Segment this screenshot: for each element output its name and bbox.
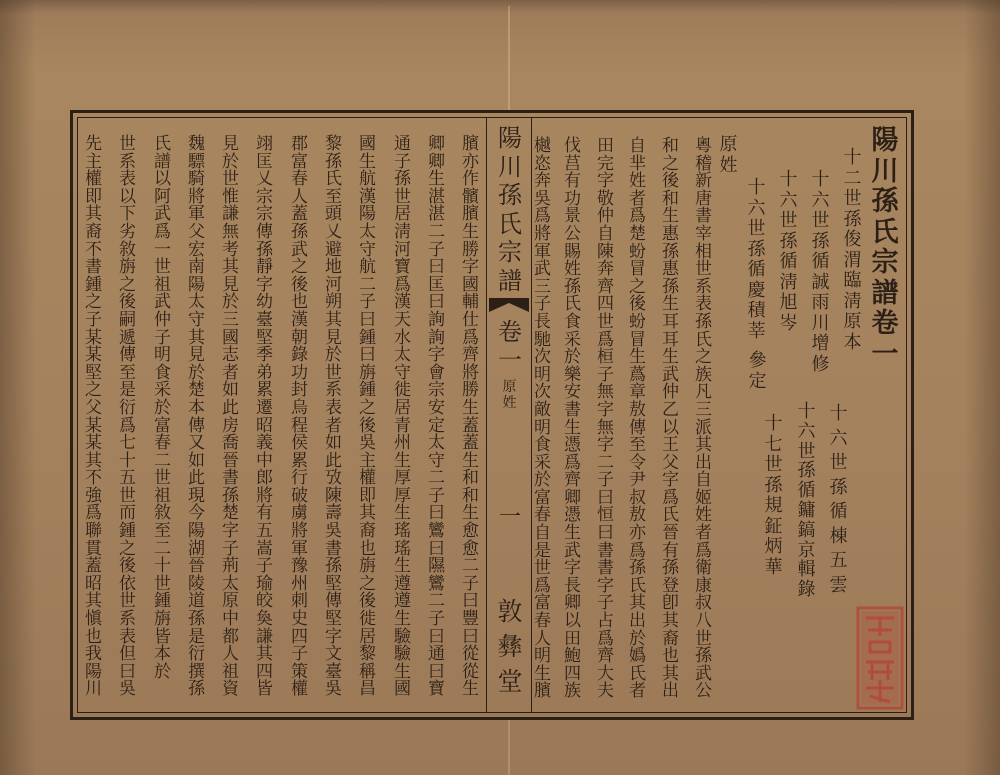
scan-edge-shadow-left xyxy=(0,0,36,775)
credit-line: 十六世孫循鏞鎬京輯錄 xyxy=(797,401,816,601)
right-page-text-column: 自芈姓者爲楚蚡冒之後蚡冒生蔿章敖傳至令尹叔敖亦爲孫氏其出於嬀氏者 xyxy=(629,136,646,702)
section-heading: 原姓 xyxy=(719,134,738,176)
left-page-text-column: 郡富春人蓋孫武之後也漢朝錄功封烏程侯累行破虜將軍豫州刺史四子策權 xyxy=(291,134,308,700)
left-page-text-column: 國生航漢陽太守航二子曰鍾曰旃鍾之後吳主權即其裔也旃之後徙居黎稱昌 xyxy=(359,134,376,700)
right-page-text-column: 田完字敬仲自陳奔齊四世爲桓子無字無字二子曰恒曰書書字子占爲齊大夫 xyxy=(597,136,614,702)
spine-section: 原姓 xyxy=(502,379,517,411)
credit-line: 十六世孫循棟五雲 xyxy=(829,403,848,596)
compiler-role-label: 參定 xyxy=(748,350,767,392)
right-page-text-column: 和之後和生惠孫惠孫生耳耳生武仲乙以王父字爲氏晉有孫登卽其裔也其出 xyxy=(662,136,679,702)
credit-line: 十二世孫俊渭臨淸原本 xyxy=(843,147,862,353)
spine-rule-left xyxy=(486,117,487,712)
scan-edge-shadow-right xyxy=(964,0,1000,775)
credit-line: 十七世孫規鉦炳華 xyxy=(764,413,783,578)
spine-volume: 卷一 xyxy=(498,318,522,374)
right-page-text-column: 伐莒有功景公賜姓孫氏食采於樂安書生憑爲齊卿憑生武字長卿以田鮑四族 xyxy=(564,136,581,702)
left-page-text-column: 臏亦作髕臏生勝字國輔仕爲齊將勝生蓋蓋生和和生愈愈二子曰豐曰從從生 xyxy=(462,134,479,700)
right-page-text-column: 樾恣奔吳爲將軍武三子長馳次明次敵明食采於富春自是世爲富春人明生臏 xyxy=(534,136,551,702)
center-fold-crease-bottom xyxy=(508,720,510,775)
left-page-text-column: 先主權即其裔不書鍾之子某某堅之父某某其不強爲聯貫蓋昭其愼也我陽川 xyxy=(85,134,102,700)
left-page-text-column: 氏譜以阿武爲一世祖武仲子明食采於富春二世祖敘至二十世鍾旃皆本於 xyxy=(154,134,171,682)
spine-hall-name: 敦彝堂 xyxy=(497,597,523,696)
left-page-text-column: 卿卿生湛湛二子曰匡曰詢詢字會宗安定太守二子曰鸞曰隰鸞二子曰通曰寶 xyxy=(428,134,445,700)
right-page-text-column: 粵稽新唐書宰相世系表孫氏之族凡三派其出自姬姓者爲衛康叔八世孫武公 xyxy=(695,136,712,702)
credit-line: 十六世孫循淸旭岑 xyxy=(779,169,798,334)
red-seal-stamp xyxy=(856,606,904,710)
left-page-text-column: 見於世惟謙無考其見於三國志者如此房喬晉書孫楚字子荊太原中都人祖資 xyxy=(222,134,239,700)
spine-page-number: 一 xyxy=(499,505,522,530)
center-fold-crease-top xyxy=(508,6,510,110)
left-page-text-column: 翊匡乂宗宗傳孫靜字幼臺堅季弟累遷昭義中郎將有五嵩子瑜皎奐謙其四皆 xyxy=(256,134,273,700)
left-page-text-column: 世系表以下劣敘旃之後嗣遞傳至是衍爲七十五世而鍾之後依世系表但曰吳 xyxy=(119,134,136,700)
spine-rule-right xyxy=(531,117,532,712)
genealogy-title: 陽川孫氏宗譜卷一 xyxy=(871,125,899,370)
credit-line: 十六世孫循慶積莘 xyxy=(747,177,766,342)
spine-book-title: 陽川孫氏宗譜 xyxy=(498,124,522,295)
left-page-text-column: 魏驃騎將軍父宏南陽太守其見於楚本傳又如此現今陽湖晉陵道孫是衍撰孫 xyxy=(188,134,205,700)
left-page-text-column: 通子孫世居淸河寶爲漢天水太守徙居青州生厚厚生瑤瑤生遵遵生驗驗生國 xyxy=(394,134,411,700)
credit-line: 十六世孫循誠雨川增修 xyxy=(811,169,830,375)
fish-tail-ornament xyxy=(489,298,529,314)
left-page-text-column: 黎孫氏至頭乂避地河朔其見於世系表者如此攷陳壽吳書孫堅傳堅字文臺吳 xyxy=(325,134,342,700)
